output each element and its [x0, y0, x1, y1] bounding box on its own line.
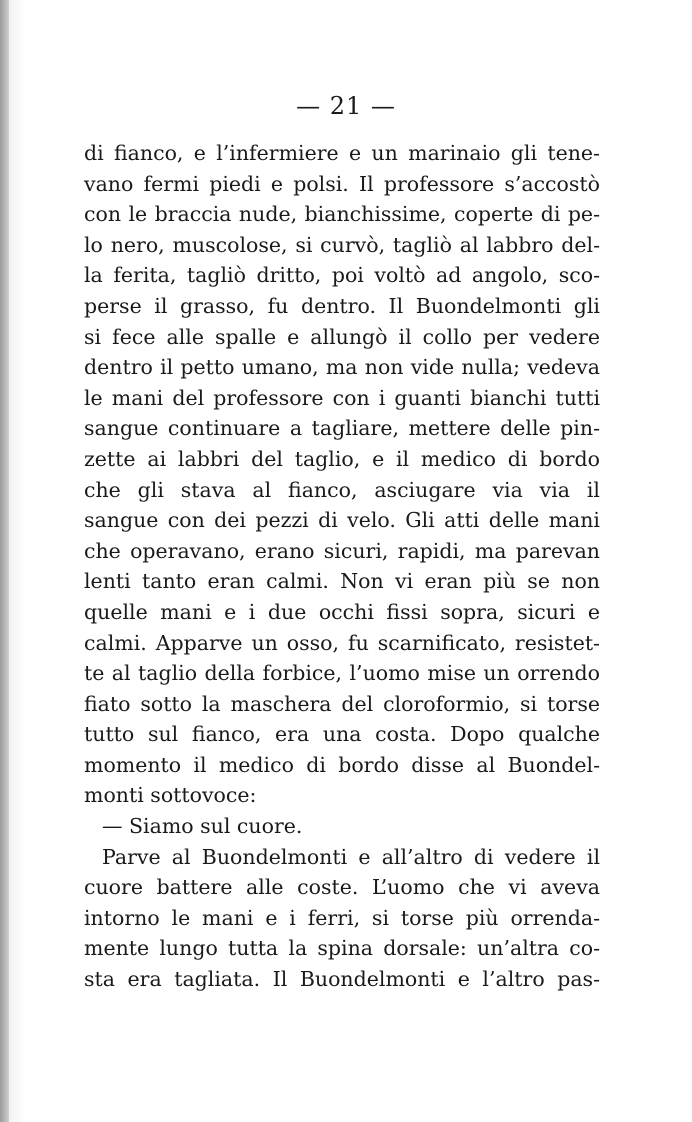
- text-line: che operavano, erano sicuri, rapidi, ma parevan: [84, 538, 600, 563]
- text-line: calmi. Apparve un osso, fu scarnificato, resistet-: [84, 630, 600, 655]
- text-line: dentro il petto umano, ma non vide nulla; vedeva: [84, 355, 600, 380]
- text-line: quelle mani e i due occhi fissi sopra, sicuri e: [84, 599, 600, 624]
- text-line: te al taglio della forbice, l’uomo mise un orrendo: [84, 661, 600, 686]
- text-line: sta era tagliata. Il Buondelmonti e l’altro pas-: [84, 967, 600, 992]
- text-line: mente lungo tutta la spina dorsale: un’altra co-: [84, 936, 600, 961]
- text-line: la ferita, tagliò dritto, poi voltò ad angolo, sco-: [84, 263, 600, 288]
- text-line: lenti tanto eran calmi. Non vi eran più se non: [84, 569, 600, 594]
- text-line: tutto sul fianco, era una costa. Dopo qualche: [84, 722, 600, 747]
- text-line: le mani del professore con i guanti bianchi tutti: [84, 385, 600, 410]
- text-line: intorno le mani e i ferri, si torse più orrenda-: [84, 905, 600, 930]
- page-number: — 21 —: [296, 92, 396, 120]
- text-line: di fianco, e l’infermiere e un marinaio gli tene-: [84, 141, 600, 165]
- text-line: cuore battere alle coste. L’uomo che vi aveva: [84, 875, 600, 900]
- text-line: che gli stava al fianco, asciugare via via il: [84, 477, 600, 502]
- dialogue-line: — Siamo sul cuore.: [102, 814, 303, 839]
- paragraph-start-line: Parve al Buondelmonti e all’altro di vedere il: [102, 844, 600, 869]
- text-line: fiato sotto la maschera del cloroformio, si torse: [84, 691, 600, 716]
- text-line: sangue continuare a tagliare, mettere delle pin-: [84, 416, 600, 441]
- text-line: momento il medico di bordo disse al Buondel-: [84, 752, 600, 777]
- text-line: con le braccia nude, bianchissime, coperte di pe-: [84, 202, 600, 227]
- text-line: si fece alle spalle e allungò il collo per vedere: [84, 324, 600, 349]
- text-line: monti sottovoce:: [84, 783, 257, 808]
- page-spine-shadow: [0, 0, 9, 1122]
- text-line: sangue con dei pezzi di velo. Gli atti delle mani: [84, 508, 600, 533]
- body-text: [84, 138, 600, 995]
- text-line: perse il grasso, fu dentro. Il Buondelmonti gli: [84, 293, 600, 318]
- text-line: lo nero, muscolose, si curvò, tagliò al labbro del-: [84, 232, 600, 257]
- text-line: zette ai labbri del taglio, e il medico di bordo: [84, 446, 600, 471]
- text-line: vano fermi piedi e polsi. Il professore s’accostò: [84, 171, 600, 196]
